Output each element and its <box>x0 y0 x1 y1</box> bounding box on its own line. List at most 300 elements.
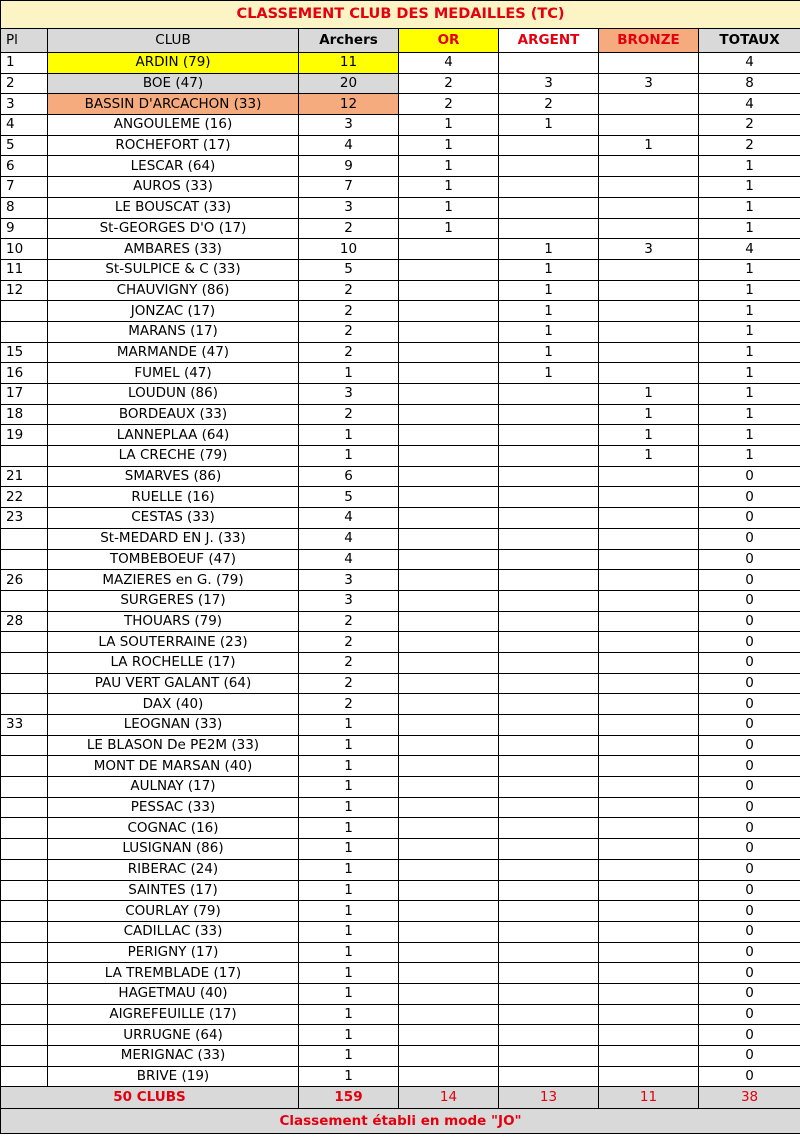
table-body <box>1 53 800 1087</box>
cell-or <box>399 859 499 880</box>
cell-total: 8 <box>699 73 800 94</box>
cell-pl: 10 <box>1 239 48 260</box>
cell-club: LA TREMBLADE (17) <box>48 963 299 984</box>
cell-club: COURLAY (79) <box>48 901 299 922</box>
cell-archers: 3 <box>299 384 399 405</box>
cell-club: PESSAC (33) <box>48 797 299 818</box>
cell-or <box>399 280 499 301</box>
cell-pl: 22 <box>1 487 48 508</box>
cell-archers: 4 <box>299 135 399 156</box>
table-row <box>1 446 800 467</box>
cell-archers: 1 <box>299 1025 399 1046</box>
cell-club: LEOGNAN (33) <box>48 715 299 736</box>
cell-club: ARDIN (79) <box>48 53 299 74</box>
cell-pl <box>1 859 48 880</box>
cell-total: 1 <box>699 321 800 342</box>
cell-pl <box>1 880 48 901</box>
cell-pl <box>1 590 48 611</box>
cell-or <box>399 777 499 798</box>
table-row <box>1 1025 800 1046</box>
cell-pl <box>1 963 48 984</box>
cell-argent <box>499 673 599 694</box>
cell-pl <box>1 1004 48 1025</box>
cell-or <box>399 342 499 363</box>
cell-pl: 7 <box>1 177 48 198</box>
cell-bronze <box>599 777 699 798</box>
table-row <box>1 797 800 818</box>
cell-argent <box>499 487 599 508</box>
cell-archers: 4 <box>299 549 399 570</box>
table-row <box>1 735 800 756</box>
cell-club: RIBERAC (24) <box>48 859 299 880</box>
cell-argent <box>499 859 599 880</box>
cell-bronze <box>599 218 699 239</box>
cell-bronze <box>599 156 699 177</box>
cell-total: 2 <box>699 115 800 136</box>
cell-argent <box>499 611 599 632</box>
cell-or <box>399 363 499 384</box>
cell-total: 0 <box>699 570 800 591</box>
cell-club: AIGREFEUILLE (17) <box>48 1004 299 1025</box>
cell-or <box>399 466 499 487</box>
cell-club: LE BLASON De PE2M (33) <box>48 735 299 756</box>
cell-pl: 3 <box>1 94 48 115</box>
cell-club: URRUGNE (64) <box>48 1025 299 1046</box>
cell-or: 1 <box>399 197 499 218</box>
cell-total: 1 <box>699 425 800 446</box>
cell-argent <box>499 404 599 425</box>
cell-archers: 3 <box>299 590 399 611</box>
table-row <box>1 859 800 880</box>
header-totaux: TOTAUX <box>699 29 800 53</box>
cell-argent: 1 <box>499 280 599 301</box>
header-argent: ARGENT <box>499 29 599 53</box>
cell-bronze: 1 <box>599 404 699 425</box>
table-row <box>1 549 800 570</box>
cell-argent: 1 <box>499 301 599 322</box>
cell-bronze <box>599 818 699 839</box>
cell-total: 1 <box>699 384 800 405</box>
cell-or <box>399 839 499 860</box>
cell-or <box>399 425 499 446</box>
cell-pl <box>1 901 48 922</box>
table-row <box>1 570 800 591</box>
cell-bronze: 3 <box>599 239 699 260</box>
cell-club: ANGOULEME (16) <box>48 115 299 136</box>
cell-bronze <box>599 1046 699 1067</box>
cell-total: 1 <box>699 197 800 218</box>
cell-archers: 2 <box>299 694 399 715</box>
cell-club: MARANS (17) <box>48 321 299 342</box>
cell-argent <box>499 942 599 963</box>
cell-total: 0 <box>699 921 800 942</box>
cell-archers: 5 <box>299 487 399 508</box>
cell-bronze <box>599 528 699 549</box>
cell-pl: 23 <box>1 508 48 529</box>
cell-bronze <box>599 321 699 342</box>
table-row <box>1 1046 800 1067</box>
cell-bronze <box>599 259 699 280</box>
table-row <box>1 197 800 218</box>
cell-archers: 1 <box>299 859 399 880</box>
cell-total: 0 <box>699 1046 800 1067</box>
cell-archers: 12 <box>299 94 399 115</box>
cell-club: BASSIN D'ARCACHON (33) <box>48 94 299 115</box>
cell-argent: 3 <box>499 73 599 94</box>
cell-bronze <box>599 983 699 1004</box>
cell-argent: 2 <box>499 94 599 115</box>
cell-club: St-GEORGES D'O (17) <box>48 218 299 239</box>
table-row <box>1 777 800 798</box>
cell-pl <box>1 839 48 860</box>
cell-argent <box>499 425 599 446</box>
cell-archers: 2 <box>299 321 399 342</box>
table-row <box>1 611 800 632</box>
table-row <box>1 694 800 715</box>
cell-archers: 2 <box>299 673 399 694</box>
cell-pl: 33 <box>1 715 48 736</box>
cell-pl: 1 <box>1 53 48 74</box>
cell-bronze <box>599 1004 699 1025</box>
cell-archers: 1 <box>299 363 399 384</box>
table-row <box>1 301 800 322</box>
cell-argent: 1 <box>499 239 599 260</box>
cell-argent <box>499 156 599 177</box>
cell-archers: 4 <box>299 528 399 549</box>
cell-total: 0 <box>699 715 800 736</box>
cell-or: 1 <box>399 177 499 198</box>
cell-archers: 2 <box>299 280 399 301</box>
cell-or: 1 <box>399 115 499 136</box>
cell-bronze <box>599 280 699 301</box>
cell-total: 0 <box>699 1025 800 1046</box>
cell-archers: 9 <box>299 156 399 177</box>
cell-bronze <box>599 301 699 322</box>
cell-or <box>399 1046 499 1067</box>
table-row <box>1 321 800 342</box>
cell-total: 0 <box>699 611 800 632</box>
cell-archers: 2 <box>299 218 399 239</box>
cell-bronze <box>599 735 699 756</box>
cell-bronze: 3 <box>599 73 699 94</box>
cell-pl: 2 <box>1 73 48 94</box>
cell-pl <box>1 1025 48 1046</box>
cell-argent <box>499 921 599 942</box>
cell-argent <box>499 528 599 549</box>
cell-total: 4 <box>699 53 800 74</box>
cell-or: 1 <box>399 218 499 239</box>
cell-archers: 1 <box>299 901 399 922</box>
cell-total: 0 <box>699 818 800 839</box>
cell-argent: 1 <box>499 259 599 280</box>
cell-total: 0 <box>699 901 800 922</box>
cell-argent <box>499 735 599 756</box>
table-row <box>1 1004 800 1025</box>
cell-club: FUMEL (47) <box>48 363 299 384</box>
cell-or <box>399 404 499 425</box>
cell-pl <box>1 735 48 756</box>
cell-archers: 2 <box>299 342 399 363</box>
cell-argent <box>499 590 599 611</box>
table-row <box>1 921 800 942</box>
cell-total: 0 <box>699 528 800 549</box>
cell-argent <box>499 135 599 156</box>
cell-club: CADILLAC (33) <box>48 921 299 942</box>
cell-argent <box>499 901 599 922</box>
cell-bronze <box>599 797 699 818</box>
cell-pl: 4 <box>1 115 48 136</box>
cell-argent <box>499 818 599 839</box>
cell-club: MERIGNAC (33) <box>48 1046 299 1067</box>
cell-archers: 1 <box>299 839 399 860</box>
cell-total: 1 <box>699 342 800 363</box>
cell-pl <box>1 1066 48 1087</box>
cell-or: 2 <box>399 73 499 94</box>
cell-or <box>399 632 499 653</box>
cell-or <box>399 1066 499 1087</box>
cell-archers: 3 <box>299 570 399 591</box>
cell-archers: 1 <box>299 1066 399 1087</box>
cell-bronze <box>599 53 699 74</box>
cell-club: PERIGNY (17) <box>48 942 299 963</box>
cell-club: SMARVES (86) <box>48 466 299 487</box>
cell-argent <box>499 53 599 74</box>
table-row <box>1 342 800 363</box>
table-row <box>1 508 800 529</box>
cell-or <box>399 1025 499 1046</box>
cell-archers: 10 <box>299 239 399 260</box>
table-row <box>1 942 800 963</box>
cell-total: 0 <box>699 983 800 1004</box>
cell-archers: 1 <box>299 797 399 818</box>
cell-pl <box>1 942 48 963</box>
cell-total: 0 <box>699 632 800 653</box>
cell-argent <box>499 549 599 570</box>
cell-archers: 2 <box>299 652 399 673</box>
table-row <box>1 259 800 280</box>
cell-club: LUSIGNAN (86) <box>48 839 299 860</box>
cell-bronze <box>599 632 699 653</box>
cell-total: 4 <box>699 239 800 260</box>
cell-argent <box>499 466 599 487</box>
cell-pl: 15 <box>1 342 48 363</box>
cell-total: 0 <box>699 735 800 756</box>
cell-total: 1 <box>699 218 800 239</box>
table-row <box>1 280 800 301</box>
cell-club: LOUDUN (86) <box>48 384 299 405</box>
table-row <box>1 384 800 405</box>
cell-pl <box>1 528 48 549</box>
table-row <box>1 652 800 673</box>
table-row <box>1 135 800 156</box>
cell-total: 2 <box>699 135 800 156</box>
cell-pl <box>1 301 48 322</box>
cell-total: 0 <box>699 839 800 860</box>
cell-or <box>399 239 499 260</box>
table-row <box>1 756 800 777</box>
cell-pl <box>1 446 48 467</box>
cell-archers: 5 <box>299 259 399 280</box>
cell-archers: 1 <box>299 1046 399 1067</box>
cell-pl <box>1 1046 48 1067</box>
cell-club: COGNAC (16) <box>48 818 299 839</box>
cell-archers: 2 <box>299 404 399 425</box>
header-row <box>1 29 800 53</box>
cell-pl: 17 <box>1 384 48 405</box>
cell-argent <box>499 756 599 777</box>
cell-pl <box>1 921 48 942</box>
cell-archers: 4 <box>299 508 399 529</box>
cell-club: LE BOUSCAT (33) <box>48 197 299 218</box>
cell-or <box>399 301 499 322</box>
cell-club: LESCAR (64) <box>48 156 299 177</box>
table-row <box>1 983 800 1004</box>
cell-archers: 2 <box>299 301 399 322</box>
cell-archers: 1 <box>299 1004 399 1025</box>
cell-bronze: 1 <box>599 384 699 405</box>
cell-club: BRIVE (19) <box>48 1066 299 1087</box>
cell-total: 0 <box>699 859 800 880</box>
table-row <box>1 156 800 177</box>
cell-argent <box>499 177 599 198</box>
cell-pl: 26 <box>1 570 48 591</box>
cell-total: 0 <box>699 590 800 611</box>
table-row <box>1 239 800 260</box>
cell-total: 1 <box>699 301 800 322</box>
table-row <box>1 1066 800 1087</box>
cell-argent: 1 <box>499 342 599 363</box>
cell-pl <box>1 549 48 570</box>
cell-pl: 9 <box>1 218 48 239</box>
cell-club: RUELLE (16) <box>48 487 299 508</box>
ranking-mode-note: Classement établi en mode "JO" <box>1 1109 800 1134</box>
cell-archers: 1 <box>299 983 399 1004</box>
header-pl: Pl <box>1 29 48 53</box>
cell-bronze <box>599 1025 699 1046</box>
cell-bronze <box>599 549 699 570</box>
cell-total: 0 <box>699 756 800 777</box>
cell-bronze: 1 <box>599 446 699 467</box>
cell-pl <box>1 652 48 673</box>
cell-or <box>399 508 499 529</box>
cell-bronze <box>599 1066 699 1087</box>
cell-bronze: 1 <box>599 135 699 156</box>
cell-club: MAZIERES en G. (79) <box>48 570 299 591</box>
cell-or <box>399 942 499 963</box>
cell-total: 1 <box>699 259 800 280</box>
cell-archers: 7 <box>299 177 399 198</box>
header-club: CLUB <box>48 29 299 53</box>
cell-bronze <box>599 756 699 777</box>
cell-archers: 1 <box>299 818 399 839</box>
table-row <box>1 425 800 446</box>
table-title: CLASSEMENT CLUB DES MEDAILLES (TC) <box>1 1 800 29</box>
cell-or <box>399 880 499 901</box>
cell-or <box>399 756 499 777</box>
cell-club: MARMANDE (47) <box>48 342 299 363</box>
cell-total: 1 <box>699 156 800 177</box>
footer-argent: 13 <box>499 1087 599 1109</box>
cell-bronze <box>599 921 699 942</box>
cell-total: 0 <box>699 508 800 529</box>
table-row <box>1 880 800 901</box>
cell-total: 4 <box>699 94 800 115</box>
cell-pl <box>1 694 48 715</box>
header-archers: Archers <box>299 29 399 53</box>
table-row <box>1 115 800 136</box>
cell-bronze <box>599 839 699 860</box>
cell-total: 1 <box>699 177 800 198</box>
table-row <box>1 466 800 487</box>
table-row <box>1 53 800 74</box>
cell-club: DAX (40) <box>48 694 299 715</box>
cell-argent <box>499 715 599 736</box>
cell-or <box>399 963 499 984</box>
cell-pl <box>1 673 48 694</box>
cell-pl: 6 <box>1 156 48 177</box>
cell-archers: 1 <box>299 735 399 756</box>
cell-bronze <box>599 694 699 715</box>
cell-bronze <box>599 652 699 673</box>
cell-archers: 1 <box>299 942 399 963</box>
cell-bronze <box>599 880 699 901</box>
cell-or <box>399 694 499 715</box>
cell-argent <box>499 1066 599 1087</box>
cell-bronze <box>599 342 699 363</box>
table-row <box>1 73 800 94</box>
cell-pl <box>1 797 48 818</box>
cell-club: MONT DE MARSAN (40) <box>48 756 299 777</box>
cell-bronze <box>599 487 699 508</box>
table-row <box>1 590 800 611</box>
cell-or <box>399 673 499 694</box>
cell-club: SURGERES (17) <box>48 590 299 611</box>
header-bronze: BRONZE <box>599 29 699 53</box>
cell-or <box>399 983 499 1004</box>
cell-or <box>399 321 499 342</box>
cell-total: 1 <box>699 404 800 425</box>
cell-bronze <box>599 859 699 880</box>
cell-bronze <box>599 94 699 115</box>
cell-pl: 28 <box>1 611 48 632</box>
cell-club: PAU VERT GALANT (64) <box>48 673 299 694</box>
cell-or <box>399 611 499 632</box>
cell-total: 0 <box>699 1004 800 1025</box>
cell-total: 0 <box>699 549 800 570</box>
cell-club: LA ROCHELLE (17) <box>48 652 299 673</box>
cell-archers: 1 <box>299 921 399 942</box>
cell-bronze <box>599 115 699 136</box>
cell-club: BORDEAUX (33) <box>48 404 299 425</box>
cell-archers: 1 <box>299 446 399 467</box>
cell-total: 1 <box>699 280 800 301</box>
cell-argent <box>499 197 599 218</box>
cell-argent <box>499 1046 599 1067</box>
cell-argent <box>499 570 599 591</box>
table-row <box>1 963 800 984</box>
cell-club: AUROS (33) <box>48 177 299 198</box>
cell-or <box>399 259 499 280</box>
cell-argent <box>499 694 599 715</box>
cell-argent <box>499 652 599 673</box>
table-row <box>1 363 800 384</box>
footer-clubs: 50 CLUBS <box>1 1087 299 1109</box>
cell-archers: 2 <box>299 632 399 653</box>
cell-bronze <box>599 508 699 529</box>
cell-pl: 16 <box>1 363 48 384</box>
cell-pl <box>1 321 48 342</box>
cell-bronze <box>599 363 699 384</box>
